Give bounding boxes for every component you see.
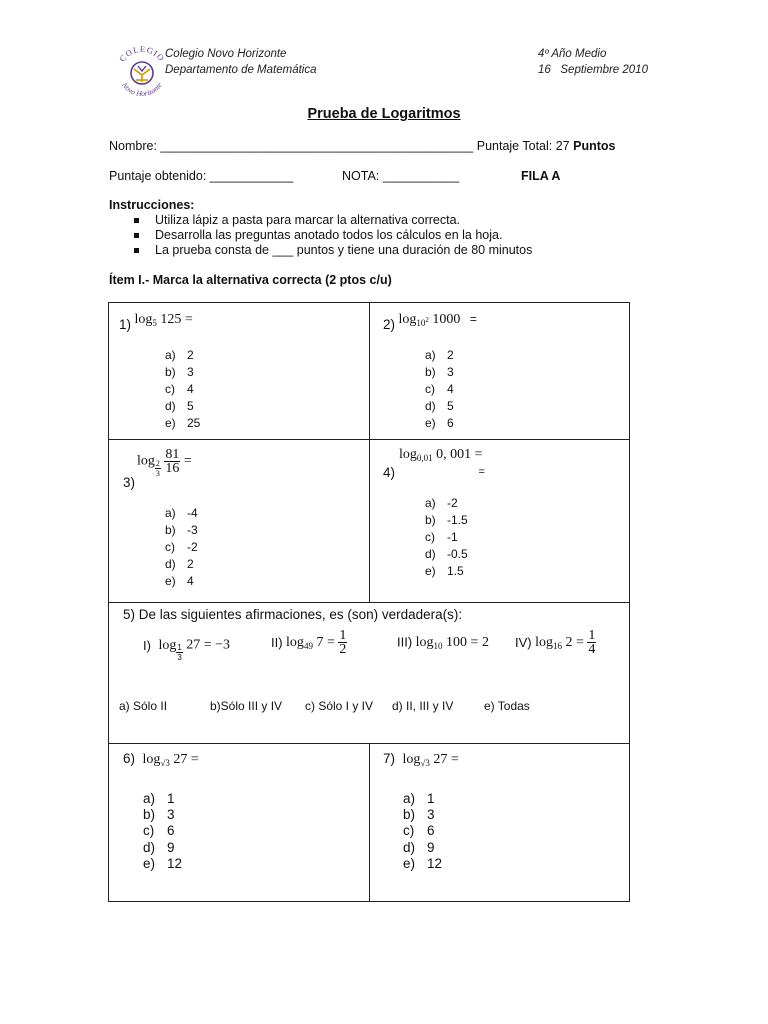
svg-text:Novo Horizonte: Novo Horizonte bbox=[120, 80, 164, 99]
answer-option[interactable]: d) II, III y IV bbox=[392, 699, 454, 713]
q6-options bbox=[143, 791, 182, 872]
svg-text:COLEGIO: COLEGIO bbox=[117, 43, 167, 64]
instructions bbox=[109, 198, 629, 258]
instruction-item: Desarrolla las preguntas anotado todos los cálculos en la hoja. bbox=[109, 228, 629, 243]
school-name: Colegio Novo Horizonte bbox=[165, 48, 287, 60]
answer-option[interactable]: e) 25 bbox=[165, 416, 201, 430]
answer-option[interactable]: a) 2 bbox=[165, 348, 194, 362]
instruction-item: Utiliza lápiz a pasta para marcar la alternativa correcta. bbox=[109, 213, 629, 228]
answer-option[interactable]: e) Todas bbox=[484, 699, 530, 713]
answer-option[interactable]: e) 1.5 bbox=[425, 564, 464, 578]
q2-options bbox=[425, 347, 454, 432]
answer-option[interactable]: b) 3 bbox=[403, 807, 435, 823]
answer-option[interactable]: e) 6 bbox=[425, 416, 454, 430]
school-logo-icon bbox=[112, 42, 172, 102]
page-title: Prueba de Logaritmos bbox=[307, 106, 461, 122]
q6-expression: $\log_{√3} 27$ = bbox=[142, 752, 199, 768]
answer-option[interactable]: e) 4 bbox=[165, 574, 194, 588]
answer-option[interactable]: a) -4 bbox=[165, 506, 198, 520]
department-name: Departamento de Matemática bbox=[165, 64, 317, 76]
q7-expression: $\log_{√3} 27$ = bbox=[402, 752, 459, 768]
q5-options bbox=[119, 699, 167, 713]
instructions-list bbox=[109, 213, 629, 258]
answer-option[interactable]: c) -2 bbox=[165, 540, 198, 554]
answer-option[interactable]: b) -1.5 bbox=[425, 513, 468, 527]
grade-level: 4º Año Medio bbox=[538, 48, 607, 60]
q3-options bbox=[165, 505, 198, 590]
answer-option[interactable]: c) 6 bbox=[143, 823, 175, 839]
answer-option[interactable]: b) -3 bbox=[165, 523, 198, 537]
answer-option[interactable]: e) 12 bbox=[143, 855, 183, 871]
q5-statement-2: II) $\log_{49} 7$ = $\frac{1}{2}$ bbox=[271, 628, 347, 657]
answer-option[interactable]: d) 5 bbox=[165, 399, 194, 413]
q5-statement-1: I) log $\frac{1}{3}$ 27 = −3 bbox=[143, 637, 231, 662]
school-info bbox=[165, 46, 317, 78]
answer-option[interactable]: b) 3 bbox=[165, 365, 194, 379]
item-heading: Ítem I.- Marca la alternativa correcta (2 ptos c/u) bbox=[109, 273, 392, 287]
answer-option[interactable]: c) 4 bbox=[165, 382, 194, 396]
answer-option[interactable]: b) 3 bbox=[143, 807, 175, 823]
answer-option[interactable]: c) 4 bbox=[425, 382, 454, 396]
exam-info bbox=[538, 46, 648, 78]
total-score-label: Puntaje Total: 27 bbox=[476, 139, 574, 153]
q2-expression: $\log_{10^2} 1000$ bbox=[398, 312, 461, 328]
question-2: 2) $\log_{10^2} 1000$ = bbox=[383, 312, 477, 332]
question-7: 7) $\log_{√3} 27$ = bbox=[383, 751, 459, 768]
answer-option[interactable]: a) Sólo II bbox=[119, 699, 168, 713]
answer-option[interactable]: c) 6 bbox=[403, 823, 435, 839]
answer-option[interactable]: c) -1 bbox=[425, 530, 458, 544]
exam-date: 16 Septiembre 2010 bbox=[538, 64, 648, 76]
name-field[interactable]: Nombre: _____________________________________________ bbox=[109, 139, 474, 153]
answer-option[interactable]: d) 2 bbox=[165, 557, 194, 571]
question-5-prompt: 5) De las siguientes afirmaciones, es (son) verdadera(s): bbox=[123, 607, 463, 622]
answer-option[interactable]: b) 3 bbox=[425, 365, 454, 379]
row-label: FILA A bbox=[521, 169, 561, 183]
answer-option[interactable]: e) 12 bbox=[403, 855, 443, 871]
answer-option[interactable]: a) -2 bbox=[425, 496, 458, 510]
q3-expression: log $\frac{2}{3}$ $\frac{81}{16}$ = bbox=[137, 447, 192, 478]
answer-option[interactable]: a) 1 bbox=[143, 791, 175, 806]
q5-statement-4: IV) $\log_{16} 2$ = $\frac{1}{4}$ bbox=[515, 628, 596, 657]
question-4: 4) = bbox=[383, 465, 485, 480]
q1-options bbox=[165, 347, 200, 432]
answer-option[interactable]: d) 9 bbox=[143, 839, 175, 855]
q1-expression: $\log_5 125$ = bbox=[134, 312, 193, 328]
questions-table bbox=[108, 302, 630, 902]
question-3: 3) bbox=[123, 475, 136, 490]
score-obtained-field[interactable]: Puntaje obtenido: ____________ bbox=[109, 169, 294, 183]
question-1: 1) $\log_5 125$ = bbox=[119, 312, 193, 332]
name-field-row bbox=[109, 139, 615, 153]
instruction-item: La prueba consta de ___ puntos y tiene una duración de 80 minutos bbox=[109, 243, 629, 258]
q5-statement-3: III) $\log_{10} 100 = 2$ bbox=[397, 634, 489, 651]
answer-option[interactable]: a) 1 bbox=[403, 791, 435, 806]
answer-option[interactable]: d) -0.5 bbox=[425, 547, 468, 561]
answer-option[interactable]: d) 5 bbox=[425, 399, 454, 413]
q4-options bbox=[425, 495, 468, 580]
answer-option[interactable]: b)Sólo III y IV bbox=[210, 699, 283, 713]
question-6: 6) $\log_{√3} 27$ = bbox=[123, 751, 199, 768]
instructions-heading: Instrucciones: bbox=[109, 198, 195, 212]
answer-option[interactable]: d) 9 bbox=[403, 839, 435, 855]
total-score-unit: Puntos bbox=[573, 139, 616, 153]
grade-field[interactable]: NOTA: ___________ bbox=[342, 169, 460, 183]
answer-option[interactable]: c) Sólo I y IV bbox=[305, 699, 374, 713]
q4-expression: $\log_{0,01} 0$, 001 = bbox=[399, 447, 483, 463]
answer-option[interactable]: a) 2 bbox=[425, 348, 454, 362]
q7-options bbox=[403, 791, 442, 872]
